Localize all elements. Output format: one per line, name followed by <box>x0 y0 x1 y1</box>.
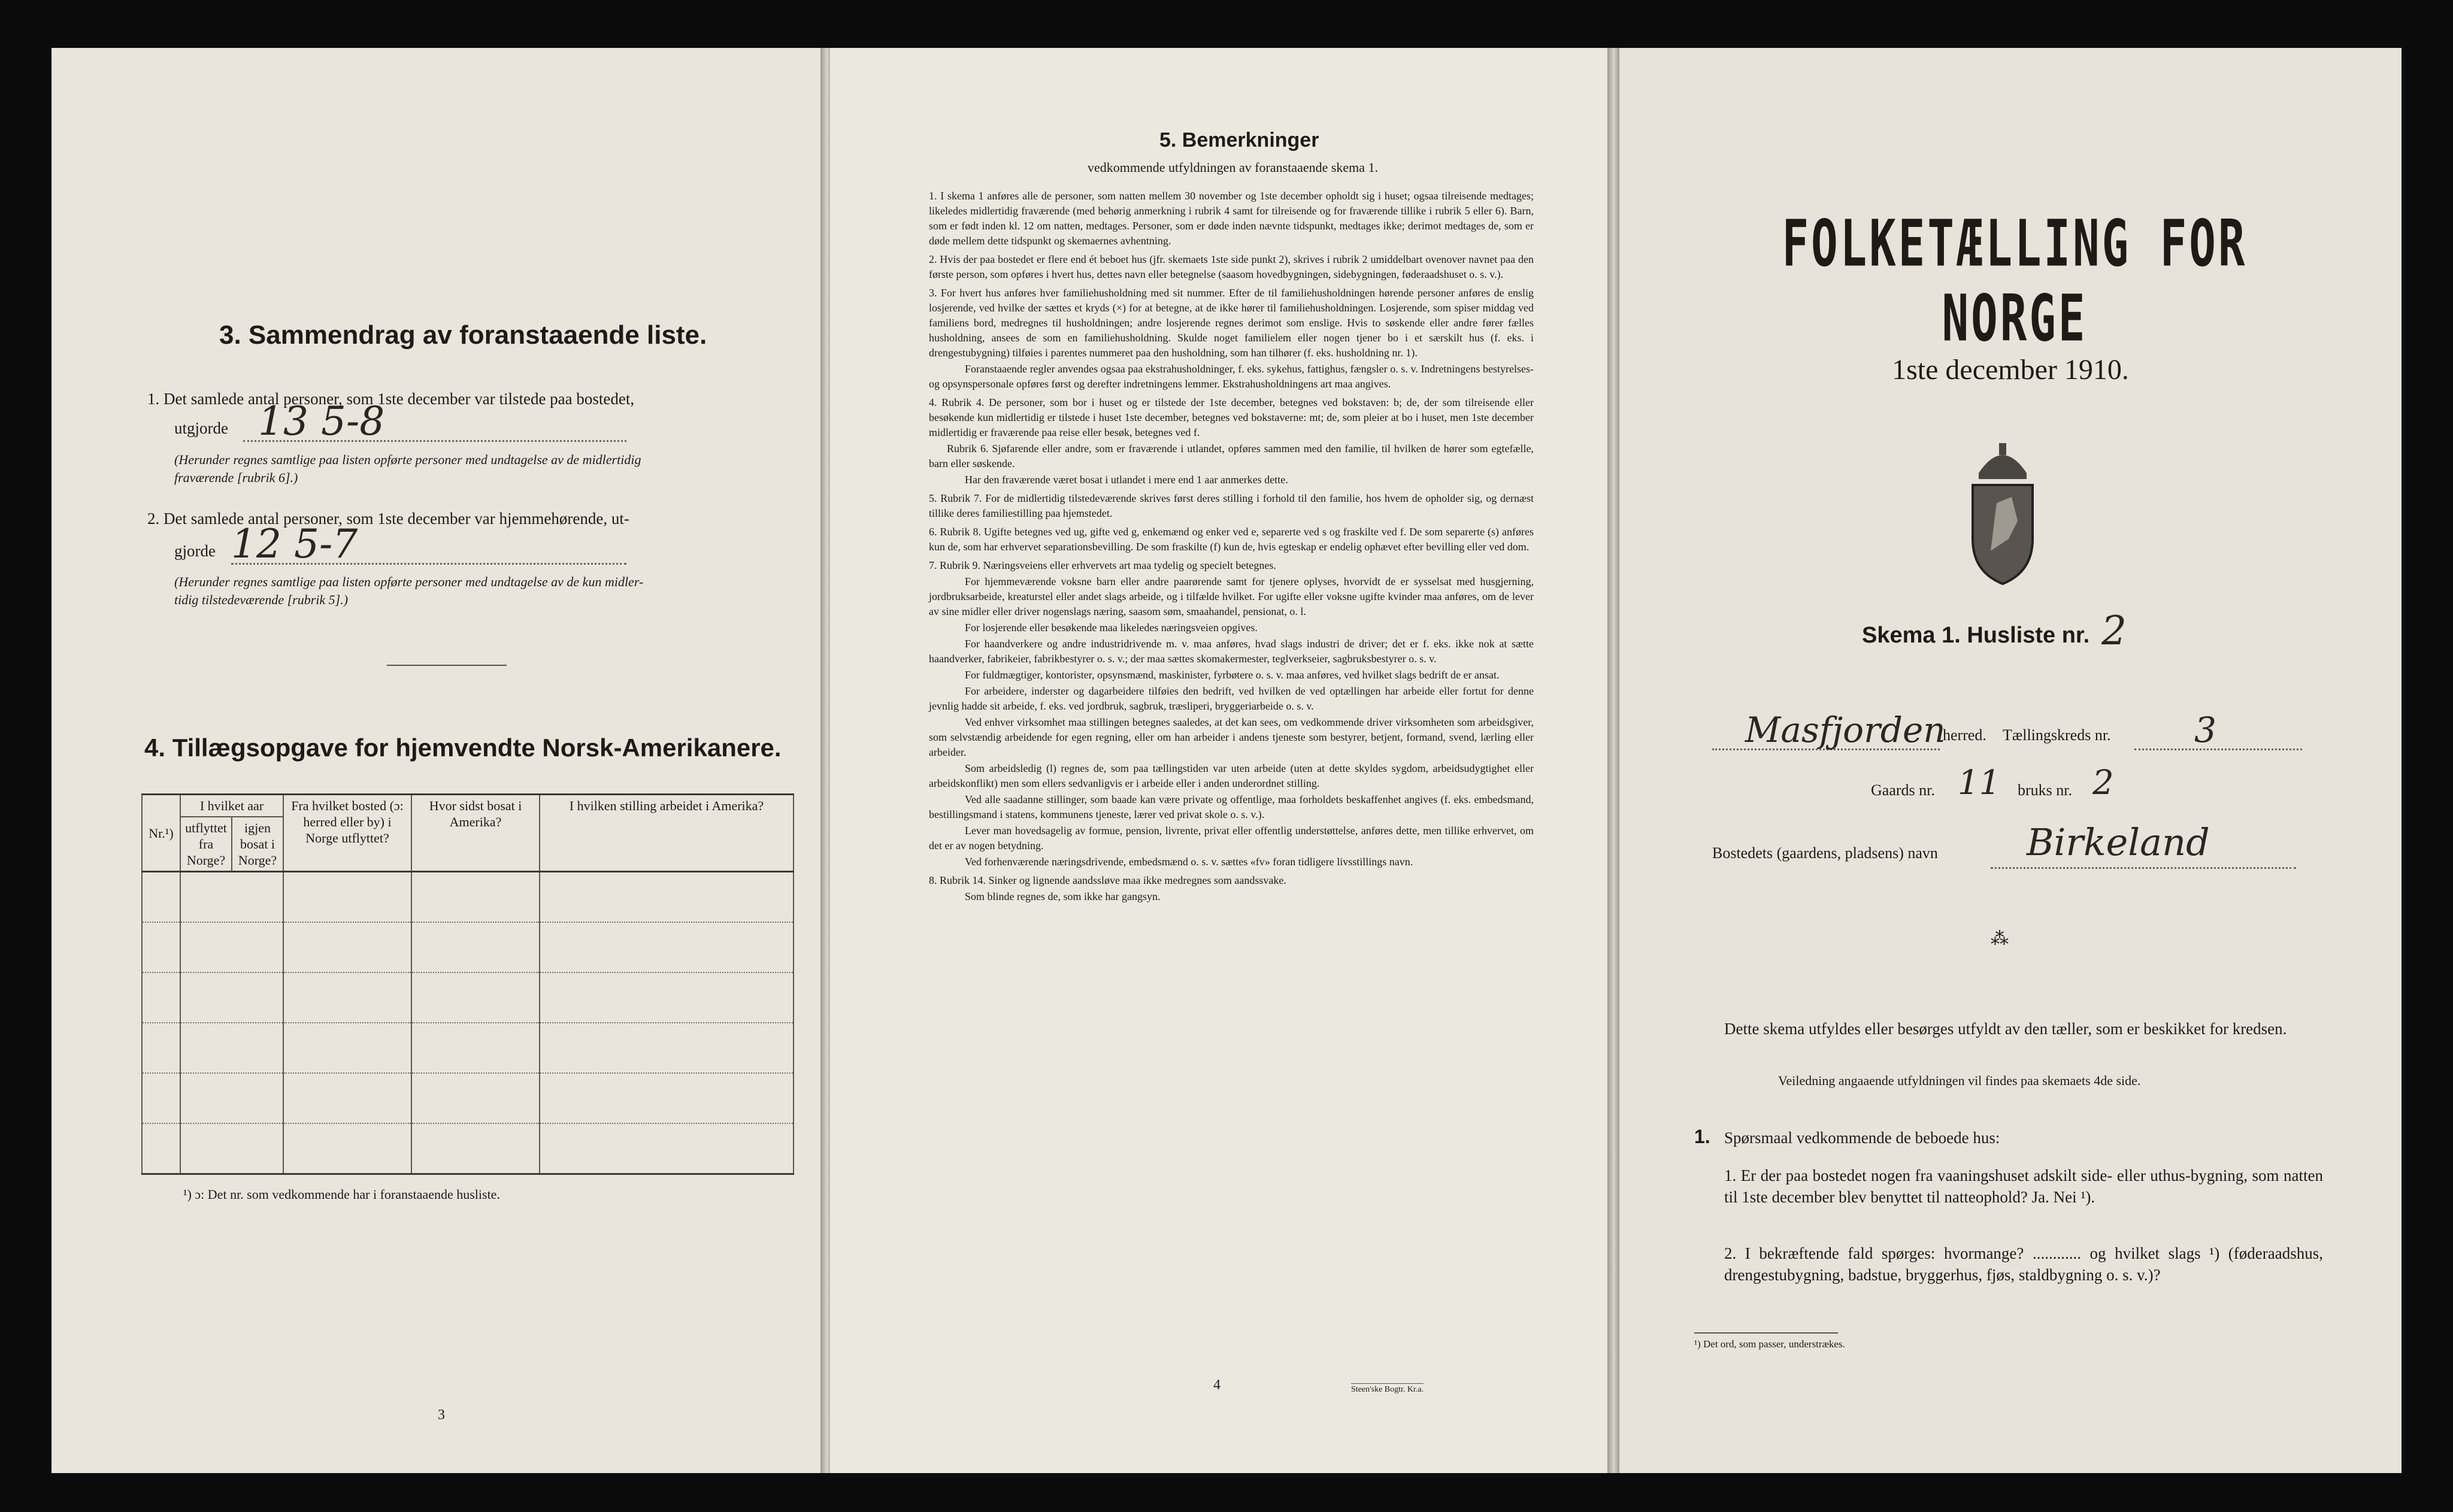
item1-note-a: (Herunder regnes samtlige paa listen opførte personer med undtagelse av de midlertidig <box>174 452 641 467</box>
remark-paragraph: For haandverkere og andre industridrivende m. v. maa anføres, hvad slags industri de driver; det er f. eks. ikke nok at sætte haandverker, fabrikeier, fabrikbestyrer o. s. v.; der maa sættes skomakermester, teglverkseier, sagbruksbestyrer o. s. v. <box>929 638 1534 665</box>
remark-paragraph: Foranstaaende regler anvendes ogsaa paa ekstrahusholdninger, f. eks. sykehus, fattighus, fængsler o. s. v. Indretningens bestyrelses- og opsynspersonale opføres først og derefter indretningens lemmer. Ekstrahusholdningens art maa angives. <box>929 363 1534 390</box>
page-fold <box>1607 48 1621 1473</box>
husliste-nr-value: 2 <box>2101 608 2127 654</box>
remark-paragraph: 8. Rubrik 14. Sinker og lignende aandssløve maa ikke medregnes som aandssvake. <box>929 874 1286 886</box>
remark-paragraph: Ved forhenværende næringsdrivende, embedsmænd o. s. v. sættes «fv» foran tidligere livsstillings navn. <box>965 856 1413 868</box>
remark-paragraph: 1. I skema 1 anføres alle de personer, som natten mellem 30 november og 1ste december opholdt sig i huset; ogsaa tilreisende medtages; likeledes midlertidig fraværende (med behørig anmerkning i rubrik 4 samt for tilreisende og for fraværende tillike i rubrik 5 eller 6). Barn, som er født inden kl. 12 om natten, medtages. Personer, som er døde inden nævnte tidspunkt, medtages ikke; derimot medtages de, som er døde mellem dette tidspunkt og skemaernes avhentning. <box>929 190 1534 247</box>
remark-paragraph: 5. Rubrik 7. For de midlertidig tilstedeværende skrives først deres stilling i forhold til den familie, hos hvem de opholder sig, og dernæst tillike deres familiestilling paa hjemstedet. <box>929 492 1534 519</box>
item2-handwritten-value: 12 5-7 <box>231 521 358 567</box>
q1-number: 1. <box>1694 1126 1710 1147</box>
section3-title: 3. Sammendrag av foranstaaende liste. <box>219 320 707 350</box>
section4-title: 4. Tillægsopgave for hjemvendte Norsk-Amerikanere. <box>144 734 782 762</box>
item1-handwritten-value: 13 5-8 <box>258 398 385 444</box>
page-4 <box>830 48 1609 1473</box>
item2-label: gjorde <box>174 542 216 560</box>
remark-paragraph: Har den fraværende været bosat i utlandet i mere end 1 aar anmerkes dette. <box>965 474 1288 486</box>
ornament-icon: ⁂ <box>1991 929 2009 949</box>
census-title: FOLKETÆLLING FOR NORGE <box>1782 207 2248 356</box>
kreds-label: Tællingskreds nr. <box>2003 726 2111 744</box>
page-number: 4 <box>1213 1377 1221 1393</box>
table-row <box>142 872 180 923</box>
remark-paragraph: Ved alle saadanne stillinger, som baade kan være private og offentlige, maa forholdets beskaffenhet angives (f. eks. embedsmand, bestillingsmand i statens, kommunens tjeneste, lærer ved privat skole o. s. v.). <box>929 793 1534 820</box>
instruction-note: Veiledning angaaende utfyldningen vil findes paa skemaets 4de side. <box>1778 1073 2141 1088</box>
remark-paragraph: Ved enhver virksomhet maa stillingen betegnes saaledes, at det kan sees, om vedkommende driver virksomheten som arbeidsgiver, som selvstændig arbeidende for egen regning, eller om han arbeider i andens tjeneste som bestyrer, betjent, formand, svend, lærling eller arbeider. <box>929 716 1534 758</box>
item2-note-b: tidig tilstedeværende [rubrik 5].) <box>174 592 349 607</box>
norsk-amerikanere-table <box>141 793 794 1175</box>
bosted-dotline <box>1991 867 2296 869</box>
kreds-value: 3 <box>2194 710 2216 750</box>
footnote: ¹) Det ord, som passer, understrækes. <box>1694 1338 1845 1350</box>
remark-paragraph: For arbeidere, inderster og dagarbeidere tilføies den bedrift, ved hvilken de ved optællingen har arbeide eller fortut for denne jevnlig hadde sit arbeide, f. eks. ved jordbruk, sagbruk, træsliperi, bryggeriarbeide o. s. v. <box>929 685 1534 712</box>
gaards-value: 11 <box>1958 763 2001 802</box>
bosted-label: Bostedets (gaardens, pladsens) navn <box>1712 844 1938 862</box>
remark-paragraph: For losjerende eller besøkende maa likeledes næringsveien opgives. <box>965 622 1258 634</box>
remark-paragraph: 6. Rubrik 8. Ugifte betegnes ved ug, gifte ved g, enkemænd og enker ved e, separerte ved s og fraskilte ved f. De som separerte (s) anføres kun de, som har erhvervet separationsbevilling. De som fraskilte (f) kun de, hvis egteskap er endelig ophævet efter bevilling eller ved dom. <box>929 526 1534 553</box>
item1-label: utgjorde <box>174 419 228 437</box>
table-row <box>142 972 180 1023</box>
col-group-header: I hvilket aar <box>181 795 283 817</box>
remarks-body <box>929 189 1534 904</box>
item1-note-b: fraværende [rubrik 6].) <box>174 470 298 485</box>
q1-title: Spørsmaal vedkommende de beboede hus: <box>1724 1129 2000 1147</box>
instruction: Dette skema utfyldes eller besørges utfyldt av den tæller, som er beskikket for kredsen. <box>1724 1020 2287 1038</box>
census-date: 1ste december 1910. <box>1892 354 2129 386</box>
bruks-value: 2 <box>2092 763 2114 802</box>
printer-mark: Steen'ske Bogtr. Kr.a. <box>1351 1383 1424 1395</box>
herred-label: herred. <box>1943 726 1986 744</box>
q1-1: 1. Er der paa bostedet nogen fra vaaningshuset adskilt side- eller uthus-bygning, som natten til 1ste december blev benyttet til natteophold? Ja. Nei ¹). <box>1724 1166 2323 1206</box>
gaards-label: Gaards nr. <box>1871 781 1935 799</box>
q1-2: 2. I bekræftende fald spørges: hvormange? ............ og hvilket slags ¹) (føderaadshus, drengestubygning, badstue, bryggerhus, fjøs, staldbygning o. s. v.)? <box>1724 1244 2323 1284</box>
remark-paragraph: Lever man hovedsagelig av formue, pension, livrente, privat eller offentlig understøttelse, anføres dette, men tillike erhvervet, om det er av nogen betydning. <box>929 825 1534 852</box>
bosted-value: Birkeland <box>2027 820 2210 864</box>
item1-line: 1. Det samlede antal personer, som 1ste december var tilstede paa bostedet, <box>147 390 635 408</box>
divider <box>387 665 507 666</box>
table-row <box>142 922 180 972</box>
col-igjen: igjen bosat i Norge? <box>238 820 277 868</box>
remark-paragraph: 4. Rubrik 4. De personer, som bor i huset og er tilstede der 1ste december, betegnes ved bokstaven: b; de, der som tilreisende eller besøkende kun midlertidig er tilstede i huset 1ste december, betegnes ved bokstaverne: mt; de, som pleier at bo i huset, men 1ste december midlertidig er fraværende paa reise eller besøk, betegnes ved f. <box>929 396 1534 438</box>
table-row <box>142 1023 180 1073</box>
remarks-title: 5. Bemerkninger <box>1159 129 1319 151</box>
remark-paragraph: 3. For hvert hus anføres hver familiehusholdning med sit nummer. Efter de til familiehusholdningen hørende personer anføres de enslig losjerende, ved hvilke der sættes et kryds (×) for at betegne, at de ikke hører til familiehusholdningen. Losjerende, som spiser middag ved familiens bord, medregnes til husholdningen; andre losjerende regnes derimot som enslige. Hvis to søskende eller andre fører fælles husholdning, ansees de som en familiehusholdning. Skulde noget familielem eller nogen tjener bo i et særskilt hus (f. eks. i drengestubygning) tilføies i parentes nummeret paa den husholdning, som han tilhører (f. eks. husholdning nr. 1). <box>929 287 1534 359</box>
remark-paragraph: For fuldmægtiger, kontorister, opsynsmænd, maskinister, fyrbøtere o. s. v. maa anføres, ved hvilket slags bedrift de er ansat. <box>965 669 1500 681</box>
item2-note-a: (Herunder regnes samtlige paa listen opførte personer med undtagelse av de kun midler- <box>174 574 644 589</box>
bruks-label: bruks nr. <box>2018 781 2072 799</box>
remark-paragraph: 7. Rubrik 9. Næringsveiens eller erhvervets art maa tydelig og specielt betegnes. <box>929 559 1276 571</box>
col-stilling: I hvilken stilling arbeidet i Amerika? <box>540 795 794 872</box>
skema-label: Skema 1. Husliste nr. <box>1862 623 2090 648</box>
table-footnote: ¹) ɔ: Det nr. som vedkommende har i foranstaaende husliste. <box>183 1187 500 1202</box>
remark-paragraph: Som blinde regnes de, som ikke har gangsyn. <box>965 890 1161 902</box>
page-1 <box>1619 48 2401 1473</box>
page-3 <box>52 48 822 1473</box>
page-number: 3 <box>438 1407 445 1423</box>
remark-paragraph: Rubrik 6. Sjøfarende eller andre, som er fraværende i utlandet, opføres sammen med den familie, til hvilken de hører som egtefælle, barn eller søskende. <box>929 443 1534 469</box>
col-utflyttet: utflyttet fra Norge? <box>181 817 232 871</box>
remark-paragraph: Som arbeidsledig (l) regnes de, som paa tællingstiden var uten arbeide (uten at dette skyldes sygdom, arbeidsudygtighet eller arbeidskonflikt) men som ellers sedvanligvis er i arbeide eller i anden underordnet stilling. <box>929 762 1534 789</box>
item2-line: 2. Det samlede antal personer, som 1ste december var hjemmehørende, ut- <box>147 510 629 528</box>
coat-of-arms-icon <box>1961 431 2045 587</box>
col-fra-bosted: Fra hvilket bosted (ɔ: herred eller by) i Norge utflyttet? <box>283 795 411 872</box>
table-row <box>142 1073 180 1123</box>
remarks-subtitle: vedkommende utfyldningen av foranstaaende skema 1. <box>1088 160 1379 175</box>
remark-paragraph: 2. Hvis der paa bostedet er flere end ét beboet hus (jfr. skemaets 1ste side punkt 2), skrives i rubrik 2 umiddelbart ovenover navnet paa den første person, som opføres i hvert hus, dettes navn eller betegnelse (saasom hovedbygningen, sidebygningen, føderaadshuset o. s. v.). <box>929 253 1534 280</box>
remark-paragraph: For hjemmeværende voksne barn eller andre paarørende samt for tjenere oplyses, hvorvidt de er sysselsat med husgjerning, jordbruksarbeide, kreaturstel eller andet slags arbeide, og i tilfælde hvilket. For ugifte eller voksne ugifte kvinder maa anføres, om de lever av sine midler eller driver nogenslags næring, saasom søm, smaahandel, pensionat, o. l. <box>929 575 1534 617</box>
herred-value: Masfjorden <box>1745 710 1946 750</box>
kreds-dotline <box>2134 749 2302 750</box>
footnote-divider <box>1694 1332 1838 1334</box>
col-nr: Nr.¹) <box>142 795 180 872</box>
col-hvor-bosat: Hvor sidst bosat i Amerika? <box>411 795 540 872</box>
table-row <box>142 1123 180 1174</box>
